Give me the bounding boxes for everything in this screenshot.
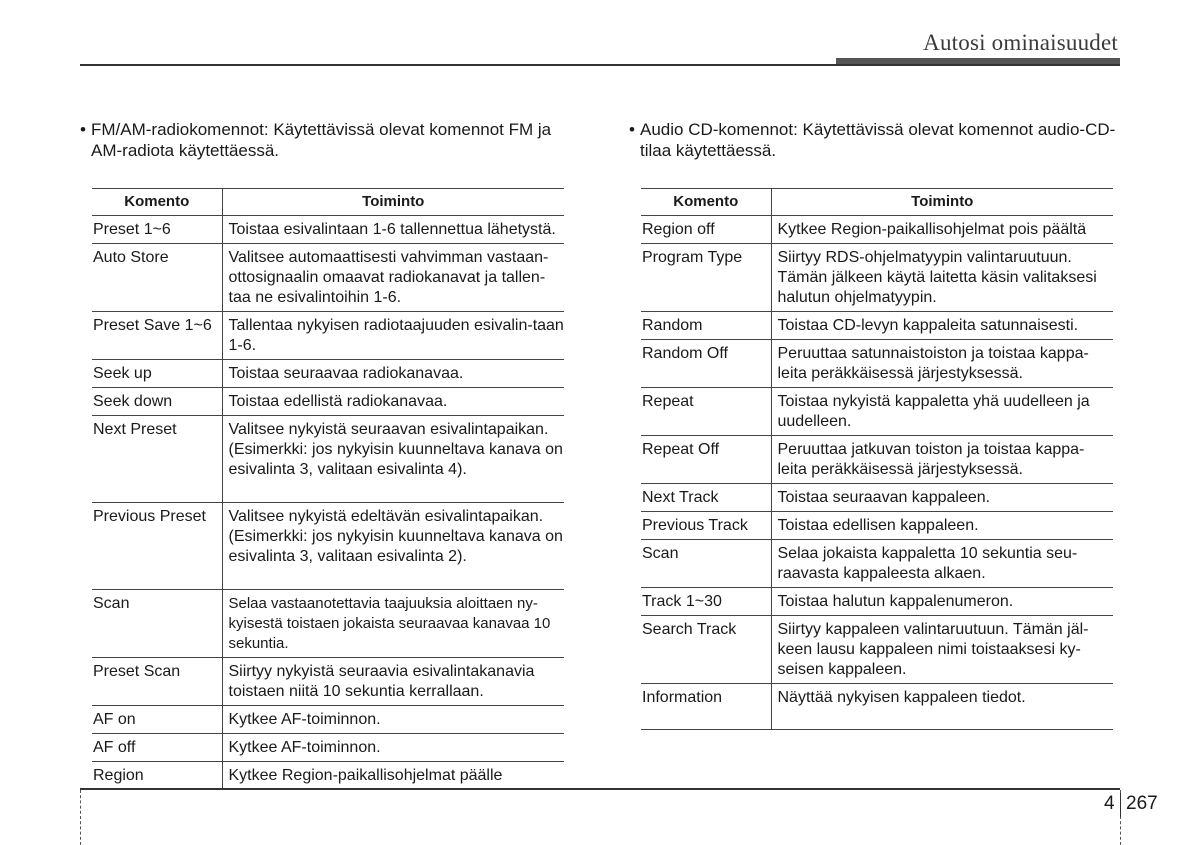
function-cell: Selaa vastaanotettavia taajuuksia aloittaen ny-kyisestä toistaen jokaista seuraavaa kanavaa 10 sekuntia.	[222, 590, 564, 658]
function-cell: Toistaa edellisen kappaleen.	[771, 512, 1113, 540]
function-cell: Kytkee Region-paikallisohjelmat päälle	[222, 762, 564, 790]
table-row	[641, 340, 1113, 388]
function-cell: Toistaa esivalintaan 1-6 tallennettua lähetystä.	[222, 216, 564, 244]
chapter-number: 4	[1104, 793, 1115, 814]
function-cell: Toistaa halutun kappalenumeron.	[771, 588, 1113, 616]
function-cell: Siirtyy kappaleen valintaruutuun. Tämän jäl-keen lausu kappaleen nimi toistaaksesi ky-seisen kappaleen.	[771, 616, 1113, 684]
header-rule	[80, 64, 1120, 66]
table-row	[92, 360, 564, 388]
function-cell: Siirtyy RDS-ohjelmatyypin valintaruutuun. Tämän jälkeen käytä laitetta käsin valitaksesi halutun ohjelmatyypin.	[771, 244, 1113, 312]
command-cell: Region	[92, 762, 222, 790]
table-row	[92, 312, 564, 360]
command-cell: Next Preset	[92, 416, 222, 503]
function-cell: Toistaa seuraavan kappaleen.	[771, 484, 1113, 512]
table-row	[641, 388, 1113, 436]
function-cell: Tallentaa nykyisen radiotaajuuden esivalin-taan 1-6.	[222, 312, 564, 360]
table-row	[641, 436, 1113, 484]
table-row	[641, 540, 1113, 588]
table-row	[641, 244, 1113, 312]
table-header-function: Toiminto	[771, 189, 1113, 216]
command-cell: Repeat	[641, 388, 771, 436]
command-cell: Information	[641, 684, 771, 730]
command-cell: Scan	[92, 590, 222, 658]
function-cell: Valitsee nykyistä seuraavan esivalintapaikan. (Esimerkki: jos nykyisin kuunneltava kanava on esivalinta 3, valitaan esivalinta 4).	[222, 416, 564, 503]
right-intro	[629, 119, 1124, 161]
bullet-dot: •	[80, 120, 86, 139]
command-cell: Random	[641, 312, 771, 340]
right-intro-text: Audio CD-komennot: Käytettävissä olevat komennot audio-CD-tilaa käytettäessä.	[640, 120, 1116, 160]
table-row	[92, 388, 564, 416]
command-cell: Track 1~30	[641, 588, 771, 616]
table-header-function: Toiminto	[222, 189, 564, 216]
function-cell: Toistaa CD-levyn kappaleita satunnaisesti.	[771, 312, 1113, 340]
command-cell: Preset 1~6	[92, 216, 222, 244]
table-header-command: Komento	[641, 189, 771, 216]
command-cell: Region off	[641, 216, 771, 244]
cd-commands-table	[641, 188, 1113, 730]
table-header-command: Komento	[92, 189, 222, 216]
function-cell: Kytkee AF-toiminnon.	[222, 734, 564, 762]
command-cell: Random Off	[641, 340, 771, 388]
command-cell: AF on	[92, 706, 222, 734]
table-row	[641, 312, 1113, 340]
footer-rule	[80, 788, 1120, 790]
table-row	[641, 484, 1113, 512]
table-row	[641, 616, 1113, 684]
table-row	[92, 590, 564, 658]
function-cell: Toistaa seuraavaa radiokanavaa.	[222, 360, 564, 388]
command-cell: Seek down	[92, 388, 222, 416]
table-row	[641, 512, 1113, 540]
function-cell: Valitsee nykyistä edeltävän esivalintapaikan. (Esimerkki: jos nykyisin kuunneltava kanava on esivalinta 3, valitaan esivalinta 2).	[222, 503, 564, 590]
function-cell: Kytkee Region-paikallisohjelmat pois päältä	[771, 216, 1113, 244]
command-cell: Seek up	[92, 360, 222, 388]
table-row	[92, 762, 564, 790]
command-cell: Preset Save 1~6	[92, 312, 222, 360]
function-cell: Valitsee automaattisesti vahvimman vastaan-ottosignaalin omaavat radiokanavat ja tallen-taa ne esivalintoihin 1-6.	[222, 244, 564, 312]
table-row	[92, 706, 564, 734]
function-cell: Toistaa edellistä radiokanavaa.	[222, 388, 564, 416]
command-cell: Previous Track	[641, 512, 771, 540]
function-cell: Selaa jokaista kappaletta 10 sekuntia seu-raavasta kappaleesta alkaen.	[771, 540, 1113, 588]
function-cell: Peruuttaa satunnaistoiston ja toistaa kappa-leita peräkkäisessä järjestyksessä.	[771, 340, 1113, 388]
table-row	[92, 416, 564, 503]
table-row	[92, 244, 564, 312]
left-intro	[80, 119, 580, 161]
table-row	[641, 216, 1113, 244]
function-cell: Näyttää nykyisen kappaleen tiedot.	[771, 684, 1113, 730]
function-cell: Peruuttaa jatkuvan toiston ja toistaa kappa-leita peräkkäisessä järjestyksessä.	[771, 436, 1113, 484]
function-cell: Kytkee AF-toiminnon.	[222, 706, 564, 734]
radio-commands-table	[92, 188, 564, 790]
command-cell: AF off	[92, 734, 222, 762]
left-intro-text: FM/AM-radiokomennot: Käytettävissä olevat komennot FM ja AM-radiota käytettäessä.	[91, 120, 552, 160]
command-cell: Repeat Off	[641, 436, 771, 484]
table-row	[92, 503, 564, 590]
page-number: 267	[1126, 793, 1158, 814]
function-cell: Toistaa nykyistä kappaletta yhä uudelleen ja uudelleen.	[771, 388, 1113, 436]
command-cell: Preset Scan	[92, 658, 222, 706]
table-row	[641, 684, 1113, 730]
page-number-separator	[1120, 793, 1121, 817]
table-row	[92, 734, 564, 762]
command-cell: Scan	[641, 540, 771, 588]
command-cell: Auto Store	[92, 244, 222, 312]
bullet-dot: •	[629, 120, 635, 139]
command-cell: Program Type	[641, 244, 771, 312]
command-cell: Previous Preset	[92, 503, 222, 590]
page-header-title: Autosi ominaisuudet	[923, 30, 1118, 55]
function-cell: Siirtyy nykyistä seuraavia esivalintakanavia toistaen niitä 10 sekuntia kerrallaan.	[222, 658, 564, 706]
table-row	[641, 588, 1113, 616]
command-cell: Next Track	[641, 484, 771, 512]
left-margin-dashed-line	[80, 790, 81, 845]
table-row	[92, 216, 564, 244]
table-row	[92, 658, 564, 706]
command-cell: Search Track	[641, 616, 771, 684]
